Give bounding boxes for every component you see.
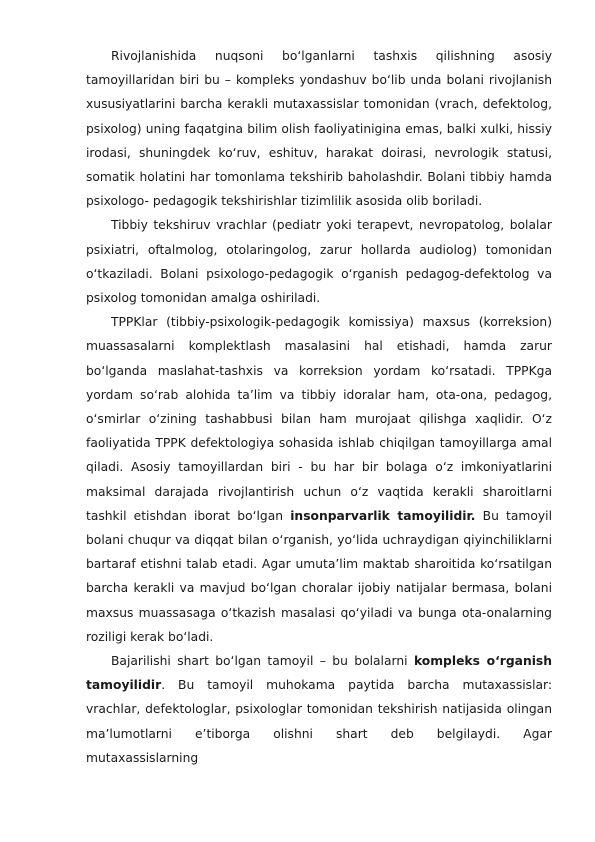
paragraph-2-text: Tibbiy tekshiruv vrachlar (pediatr yoki terapevt, nevropatolog, bolalar psixiatri, oftalmolog, otolaringolog, zarur hollarda audiolog) tomonidan o‘tkaziladi. Bolani psixologo-pedagogik o‘rganish pedagog-defektolog va psixolog tomonidan amalga oshiriladi.	[86, 218, 552, 306]
paragraph-3-text-start: TPPKlar (tibbiy-psixologik-pedagogik komissiya) maxsus (korreksion) muassasalarni komplektlash masalasini hal etishadi, hamda zarur bo‘lganda maslahat-tashxis va korreksion yordam ko‘rsatadi. TPPKga yordam so‘rab alohida ta’lim va tibbiy idoralar ham, ota-ona, pedagog, o‘smirlar o‘zining tashabbusi bilan ham murojaat qilishga xaqlidir. O‘z faoliyatida TPPK defektologiya sohasida ishlab chiqilgan tamoyillarga amal qiladi. Asosiy tamoyillardan biri - bu har bir bolaga o‘z imkoniyatlarini maksimal darajada rivojlantirish uchun o‘z vaqtida kerakli sharoitlarni tashkil etishdan iborat bo‘lgan	[86, 315, 552, 523]
paragraph-1	[86, 44, 552, 213]
paragraph-1-text: Rivojlanishida nuqsoni bo‘lganlarni tashxis qilishning asosiy tamoyillaridan biri bu – kompleks yondashuv bo‘lib unda bolani rivojlanish xususiyatlarini barcha kerakli mutaxassislar tomonidan (vrach, defektolog, psixolog) uning faqatgina bilim olish faoliyatinigina emas, balki xulki, hissiy irodasi, shuningdek ko‘ruv, eshituv, harakat doirasi, nevrologik statusi, somatik holatini har tomonlama tekshirib baholashdir. Bolani tibbiy hamda psixologo- pedagogik tekshirishlar tizimlilik asosida olib boriladi.	[86, 49, 552, 209]
paragraph-4-text-end: . Bu tamoyil muhokama paytida barcha mutaxassislar: vrachlar, defektologlar, psixologlar tomonidan tekshirish natijasida olingan ma’lumotlarni e’tiborga olishni shart deb belgilaydi. Agar mutaxassislarning	[86, 678, 552, 765]
paragraph-3	[86, 310, 552, 649]
paragraph-2	[86, 213, 552, 310]
paragraph-3-text-end: Bu tamoyil bolani chuqur va diqqat bilan o‘rganish, yo‘lida uchraydigan qiyinchiliklarni bartaraf etishni talab etadi. Agar umuta’lim maktab sharoitida ko‘rsatilgan barcha kerakli va mavjud bo‘lgan choralar ijobiy natijalar bermasa, bolani maxsus muassasaga o‘tkazish masalasi qo‘yiladi va bunga ota-onalarning roziligi kerak bo‘ladi.	[86, 508, 552, 644]
paragraph-3-bold-term: insonparvarlik tamoyilidir.	[290, 508, 476, 523]
paragraph-4-text-start: Bajarilishi shart bo‘lgan tamoyil – bu bolalarni	[111, 654, 414, 669]
paragraph-4	[86, 649, 552, 770]
paragraph-4-bold-term: kompleks o‘rganish tamoyilidir	[86, 654, 553, 693]
